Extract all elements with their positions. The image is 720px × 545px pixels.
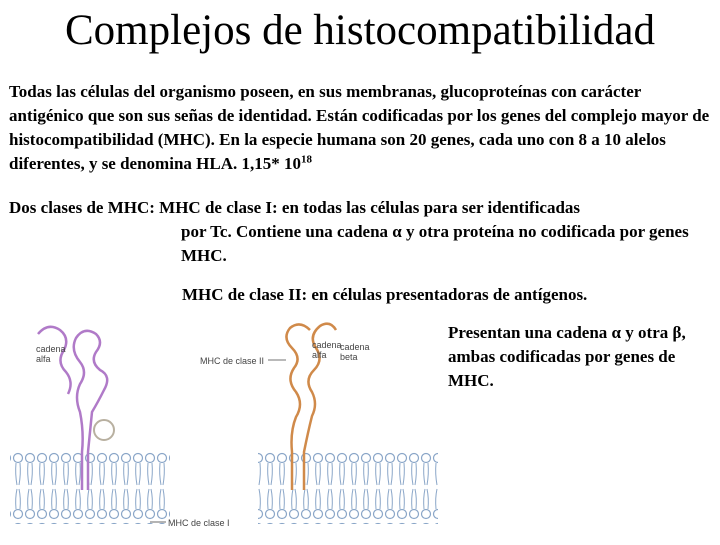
label-mhc-class2: MHC de clase II	[200, 356, 265, 366]
label-alpha-chain-2: alfa	[36, 354, 51, 364]
membrane-left	[10, 452, 170, 524]
label-alpha-chain-1: cadena	[36, 344, 66, 354]
membrane-right	[258, 452, 438, 524]
label-beta-chain-2: beta	[340, 352, 358, 362]
label-alpha2-chain-1: cadena	[312, 340, 342, 350]
mhc-class2-paragraph: MHC de clase II: en células presentadoras de antígenos.	[182, 285, 588, 304]
beta2-microglobulin	[94, 420, 114, 440]
label-mhc-class1: MHC de clase I	[168, 518, 230, 528]
label-beta-chain-1: cadena	[340, 342, 370, 352]
mhc-classes-paragraph	[9, 196, 709, 268]
intro-text: Todas las células del organismo poseen, en sus membranas, glucoproteínas con carácter antigénico que son sus señas de identidad. Están codificadas por los genes del complejo mayor de histocompatibilidad (MHC). En la especie humana son 20 genes, cada uno con 8 a 10 alelos diferentes, y se denomina HLA. 1,15* 10	[9, 82, 710, 173]
mhc-class1-description: por Tc. Contiene una cadena α y otra proteína no codificada por genes MHC.	[181, 222, 689, 265]
mhc-diagram	[0, 312, 440, 540]
intro-paragraph	[9, 80, 715, 176]
slide-title: Complejos de histocompatibilidad	[65, 7, 655, 54]
mhc-diagram-svg	[0, 312, 440, 540]
exponent: 18	[301, 153, 312, 166]
mhc-classes-line1: Dos clases de MHC: MHC de clase I: en todas las células para ser identificadas	[9, 198, 581, 217]
mhc-class2-chains-paragraph: Presentan una cadena α y otra β, ambas codificadas por genes de MHC.	[448, 323, 686, 390]
label-alpha2-chain-2: alfa	[312, 350, 327, 360]
